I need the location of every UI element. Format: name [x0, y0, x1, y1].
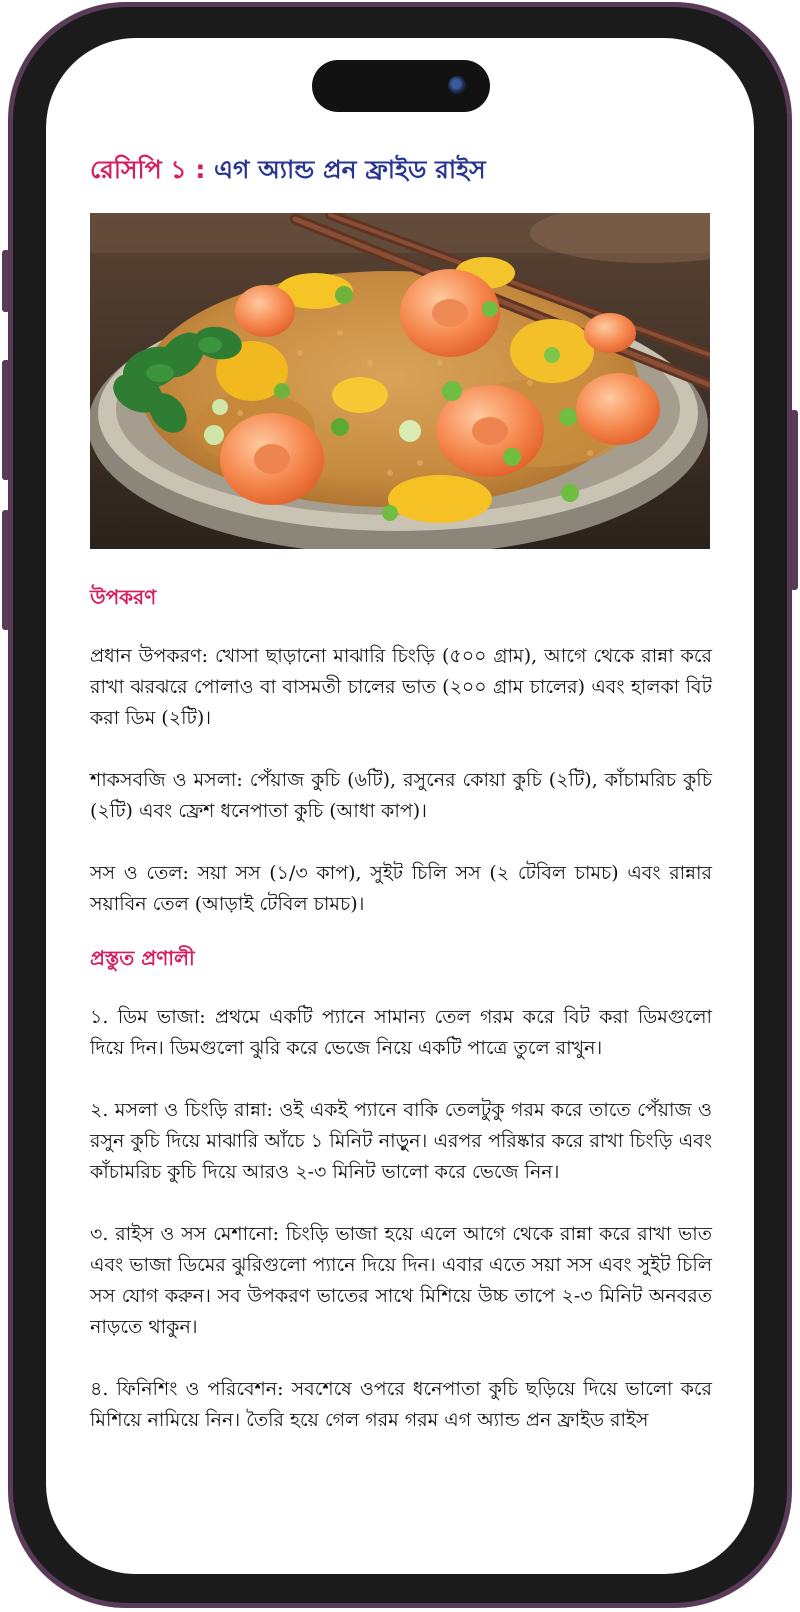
method-step-1: ১. ডিম ভাজা: প্রথমে একটি প্যানে সামান্য তেল গরম করে বিট করা ডিমগুলো দিয়ে দিন। ডিমগুলো ঝুরি করে ভেজে নিয়ে একটি পাত্রে তুলে রাখুন। — [90, 1006, 712, 1059]
ingredients-heading: উপকরণ — [90, 585, 157, 609]
ingredient-sauce-oil: সস ও তেল: সয়া সস (১/৩ কাপ), সুইট চিলি সস (২ টেবিল চামচ) এবং রান্নার সয়াবিন তেল (আড়াই টেবিল চামচ)। — [90, 862, 712, 915]
action-button — [2, 250, 10, 312]
recipe-title-main: এগ অ্যান্ড প্রন ফ্রাইড রাইস — [214, 155, 486, 184]
method-step-4: ৪. ফিনিশিং ও পরিবেশন: সবশেষে ওপরে ধনেপাতা কুচি ছড়িয়ে দিয়ে ভালো করে মিশিয়ে নামিয়ে নিন। তৈরি হয়ে গেল গরম গরম এগ অ্যান্ড প্রন ফ্রাইড রাইস — [90, 1378, 712, 1431]
power-button — [790, 410, 798, 590]
method-step-2: ২. মসলা ও চিংড়ি রান্না: ওই একই প্যানে বাকি তেলটুকু গরম করে তাতে পেঁয়াজ ও রসুন কুচি দিয়ে মাঝারি আঁচে ১ মিনিট নাড়ুন। এরপর পরিষ্কার করে রাখা চিংড়ি এবং কাঁচামরিচ কুচি দিয়ে আরও ২-৩ মিনিট ভালো করে ভেজে নিন। — [90, 1099, 712, 1183]
ingredient-vegetables-spices: শাকসবজি ও মসলা: পেঁয়াজ কুচি (৬টি), রসুনের কোয়া কুচি (২টি), কাঁচামরিচ কুচি (২টি) এবং ফ্রেশ ধনেপাতা কুচি (আধা কাপ)। — [90, 769, 712, 822]
recipe-title — [90, 150, 712, 190]
ingredient-main: প্রধান উপকরণ: খোসা ছাড়ানো মাঝারি চিংড়ি (৫০০ গ্রাম), আগে থেকে রান্না করে রাখা ঝরঝরে পোলাও বা বাসমতী চালের ভাত (২০০ গ্রাম চালের) এবং হালকা বিট করা ডিম (২টি)। — [90, 645, 712, 729]
recipe-title-prefix: রেসিপি ১ : — [90, 155, 206, 184]
dynamic-island — [312, 60, 490, 112]
recipe-article — [90, 150, 712, 1436]
front-camera-icon — [448, 76, 466, 94]
method-heading: প্রস্তুত প্রণালী — [90, 946, 195, 970]
phone-screen — [46, 38, 754, 1574]
volume-up-button — [2, 360, 10, 480]
fried-rice-plate-image — [90, 213, 710, 549]
recipe-photo — [90, 213, 710, 549]
volume-down-button — [2, 510, 10, 630]
method-step-3: ৩. রাইস ও সস মেশানো: চিংড়ি ভাজা হয়ে এলে আগে থেকে রান্না করে রাখা ভাত এবং ভাজা ডিমের ঝুরিগুলো প্যানে দিয়ে দিন। এবার এতে সয়া সস এবং সুইট চিলি সস যোগ করুন। সব উপকরণ ভাতের সাথে মিশিয়ে উচ্চ তাপে ২-৩ মিনিট অনবরত নাড়তে থাকুন। — [90, 1223, 712, 1338]
